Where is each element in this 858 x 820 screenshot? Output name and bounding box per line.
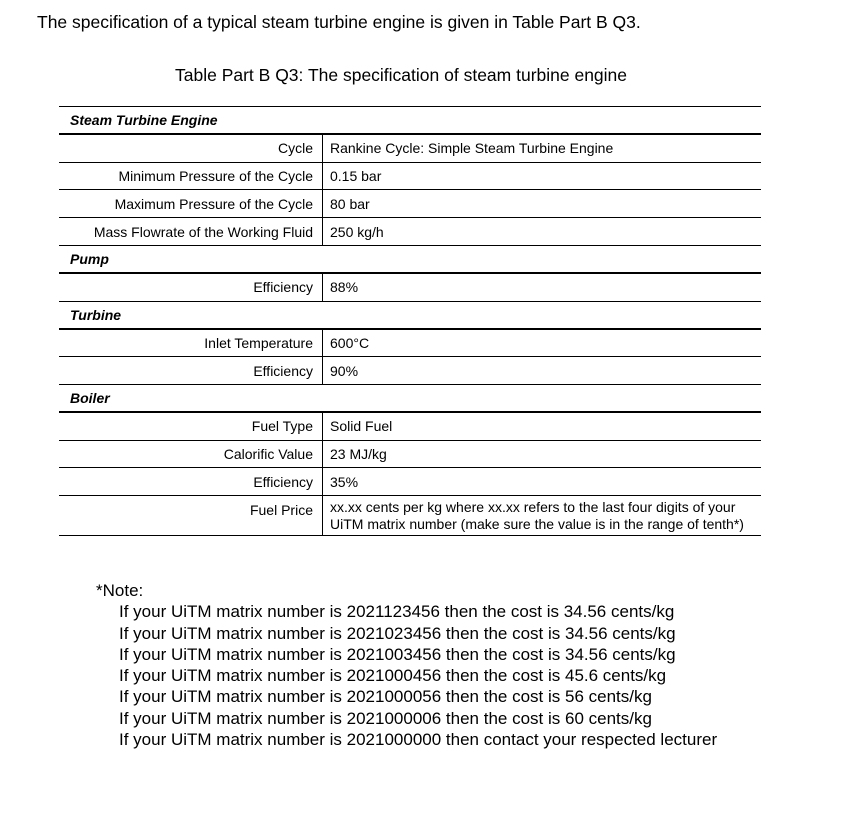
table-row [59, 218, 761, 246]
row-value: 35% [323, 468, 762, 496]
row-label: Efficiency [59, 468, 323, 496]
note-line: If your UiTM matrix number is 2021000056 then the cost is 56 cents/kg [119, 687, 652, 707]
note-line: If your UiTM matrix number is 2021000456 then the cost is 45.6 cents/kg [119, 666, 667, 686]
section-title-turbine: Turbine [59, 301, 761, 329]
row-value: 90% [323, 357, 762, 385]
spec-table [59, 106, 761, 536]
row-label: Calorific Value [59, 440, 323, 468]
section-title-steam-turbine-engine: Steam Turbine Engine [59, 107, 761, 135]
table-row [59, 357, 761, 385]
table-row [59, 273, 761, 301]
note-list [96, 601, 717, 750]
row-value: 600°C [323, 329, 762, 357]
row-label: Cycle [59, 134, 323, 162]
row-value: Solid Fuel [323, 412, 762, 440]
note-line: If your UiTM matrix number is 2021000000 then contact your respected lecturer [119, 730, 718, 750]
row-label: Minimum Pressure of the Cycle [59, 162, 323, 190]
intro-text: The specification of a typical steam turbine engine is given in Table Part B Q3. [37, 12, 641, 32]
table-row [59, 496, 761, 536]
table-row [59, 468, 761, 496]
row-value: 250 kg/h [323, 218, 762, 246]
note-line: If your UiTM matrix number is 2021003456 then the cost is 34.56 cents/kg [119, 644, 676, 664]
section-title-pump: Pump [59, 245, 761, 273]
row-value: xx.xx cents per kg where xx.xx refers to the last four digits of your UiTM matrix number (make sure the value is in the range of tenth*) [323, 496, 762, 536]
row-value: Rankine Cycle: Simple Steam Turbine Engine [323, 134, 762, 162]
table-row [59, 190, 761, 218]
row-label: Mass Flowrate of the Working Fluid [59, 218, 323, 246]
note-line: If your UiTM matrix number is 2021123456 then the cost is 34.56 cents/kg [119, 602, 675, 622]
note-title: *Note: [96, 581, 144, 600]
table-row [59, 440, 761, 468]
row-value: 0.15 bar [323, 162, 762, 190]
row-value: 88% [323, 273, 762, 301]
section-title-boiler: Boiler [59, 384, 761, 412]
section-row-turbine [59, 301, 761, 329]
row-label: Efficiency [59, 273, 323, 301]
row-label: Fuel Price [59, 496, 323, 536]
row-value: 23 MJ/kg [323, 440, 762, 468]
table-row [59, 412, 761, 440]
table-row [59, 134, 761, 162]
section-row-boiler [59, 384, 761, 412]
table-row [59, 329, 761, 357]
row-label: Fuel Type [59, 412, 323, 440]
section-row-pump [59, 245, 761, 273]
row-label: Efficiency [59, 357, 323, 385]
note-line: If your UiTM matrix number is 2021000006 then the cost is 60 cents/kg [119, 708, 652, 728]
row-label: Maximum Pressure of the Cycle [59, 190, 323, 218]
note-block [96, 580, 717, 750]
table-caption: Table Part B Q3: The specification of steam turbine engine [175, 65, 628, 85]
row-label: Inlet Temperature [59, 329, 323, 357]
note-line: If your UiTM matrix number is 2021023456 then the cost is 34.56 cents/kg [119, 623, 676, 643]
table-row [59, 162, 761, 190]
row-value: 80 bar [323, 190, 762, 218]
section-row-steam-turbine-engine [59, 107, 761, 135]
